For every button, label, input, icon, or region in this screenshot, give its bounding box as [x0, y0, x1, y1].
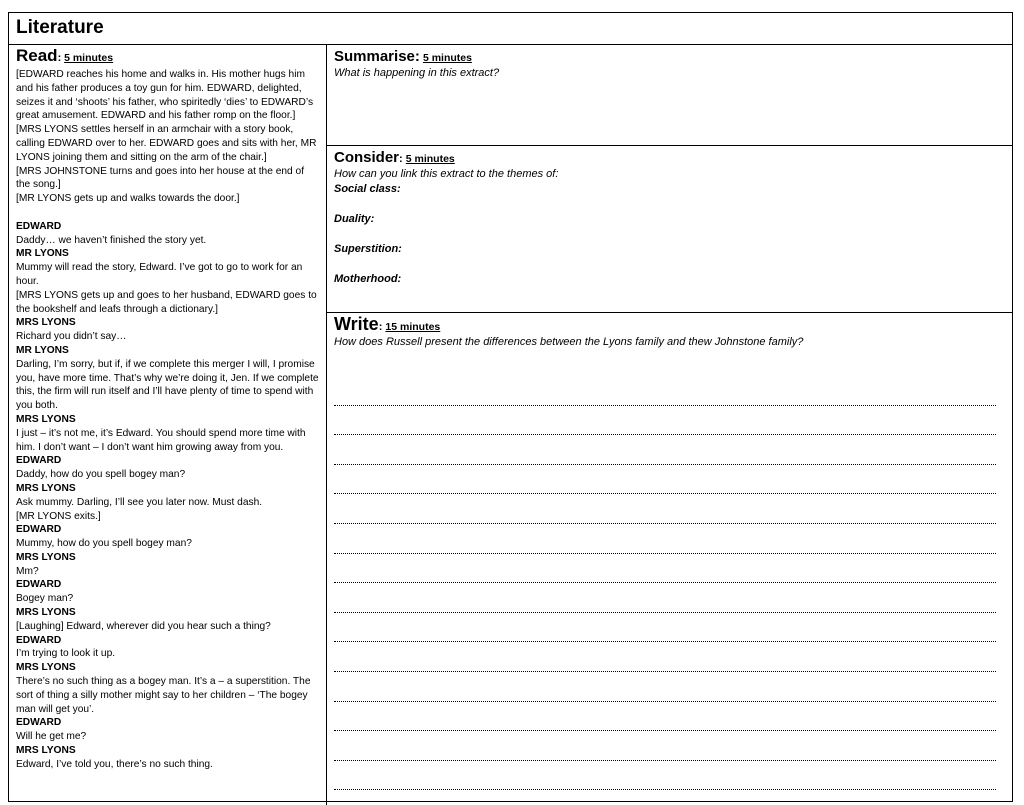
write-minutes: 15 minutes — [385, 321, 441, 333]
speaker-name: MRS LYONS — [16, 413, 76, 425]
extract-line: Daddy… we haven’t finished the story yet. — [16, 234, 207, 246]
extract-line: Richard you didn’t say… — [16, 331, 127, 343]
extract-line: Mm? — [16, 565, 39, 577]
speaker-name: MRS LYONS — [16, 745, 76, 757]
consider-heading: Consider — [334, 149, 400, 166]
speaker-name: EDWARD — [16, 717, 62, 729]
read-section — [16, 46, 319, 772]
extract-line: [MR LYONS gets up and walks towards the door.] — [16, 193, 240, 205]
extract-blank-line — [16, 206, 319, 220]
write-heading: Write — [334, 314, 379, 334]
answer-lines[interactable] — [334, 376, 996, 790]
theme-superstition: Superstition: — [334, 243, 402, 255]
answer-line[interactable] — [334, 702, 996, 732]
speaker-name: MR LYONS — [16, 248, 69, 260]
extract-line: There’s no such thing as a bogey man. It’s a – a superstition. The sort of thing a silly mother might say to her children – ‘The bogey man will get you’. — [16, 676, 311, 715]
extract-line: Mummy, how do you spell bogey man? — [16, 538, 192, 550]
worksheet-title: Literature — [16, 17, 104, 38]
read-colon: : — [57, 52, 62, 64]
extract-line: Edward, I’ve told you, there’s no such thing. — [16, 758, 213, 770]
extract-line: I’m trying to look it up. — [16, 648, 116, 660]
speaker-name: EDWARD — [16, 634, 62, 646]
speaker-name: MRS LYONS — [16, 317, 76, 329]
answer-line[interactable] — [334, 761, 996, 791]
extract-line: Ask mummy. Darling, I’ll see you later now. Must dash. — [16, 496, 263, 508]
extract-line: I just – it’s not me, it’s Edward. You should spend more time with him. I don’t want – I don’t want him growing away from you. — [16, 427, 306, 453]
extract-text — [16, 68, 319, 772]
speaker-name: MRS LYONS — [16, 551, 76, 563]
consider-prompt: How can you link this extract to the themes of: — [334, 168, 559, 180]
write-prompt: How does Russell present the differences between the Lyons family and thew Johnstone family? — [334, 336, 804, 348]
extract-line: [Laughing] Edward, wherever did you hear such a thing? — [16, 620, 271, 632]
answer-line[interactable] — [334, 642, 996, 672]
summarise-heading: Summarise: — [334, 48, 420, 65]
extract-line: Mummy will read the story, Edward. I’ve got to go to work for an hour. — [16, 262, 303, 287]
consider-colon: : — [399, 153, 403, 165]
answer-line[interactable] — [334, 613, 996, 643]
answer-line[interactable] — [334, 672, 996, 702]
consider-section — [327, 146, 1012, 313]
answer-line[interactable] — [334, 465, 996, 495]
extract-line: [EDWARD reaches his home and walks in. His mother hugs him and his father produces a toy gun for him. EDWARD, delighted, seizes it and ‘shoots’ his father, who spiritedly ‘dies’ to EDWARD’s great amusement. EDWARD and his father romp on the floor.] — [16, 69, 314, 122]
extract-line: [MRS LYONS gets up and goes to her husband, EDWARD goes to the bookshelf and leafs through a dictionary.] — [16, 289, 317, 315]
read-header — [16, 46, 319, 68]
extract-line: [MRS JOHNSTONE turns and goes into her house at the end of the song.] — [16, 165, 305, 191]
answer-line[interactable] — [334, 376, 996, 406]
answer-line[interactable] — [334, 583, 996, 613]
answer-line[interactable] — [334, 406, 996, 436]
extract-line: [MRS LYONS settles herself in an armchair with a story book, calling EDWARD over to her. EDWARD goes and sits with her, MR LYONS joining them and sitting on the arm of the chair.] — [16, 124, 317, 163]
extract-line: [MR LYONS exits.] — [16, 510, 101, 522]
answer-line[interactable] — [334, 731, 996, 761]
extract-line: Daddy, how do you spell bogey man? — [16, 469, 186, 481]
speaker-name: MR LYONS — [16, 344, 69, 356]
read-heading: Read — [16, 46, 58, 65]
theme-motherhood: Motherhood: — [334, 273, 402, 285]
answer-line[interactable] — [334, 524, 996, 554]
extract-line: Darling, I’m sorry, but if, if we complete this merger I will, I promise you, have more time. That’s why we’re doing it, Jen. If we complete this, the firm will run itself and I’ll have plenty of time to spend with you both. — [16, 358, 319, 412]
extract-line: Will he get me? — [16, 731, 87, 743]
title-row — [9, 13, 1012, 45]
speaker-name: MRS LYONS — [16, 482, 76, 494]
speaker-name: EDWARD — [16, 524, 62, 536]
speaker-name: EDWARD — [16, 455, 62, 467]
answer-line[interactable] — [334, 435, 996, 465]
consider-minutes: 5 minutes — [405, 153, 455, 165]
theme-duality: Duality: — [334, 213, 375, 225]
answer-line[interactable] — [334, 494, 996, 524]
summarise-section — [327, 45, 1012, 146]
theme-social-class: Social class: — [334, 183, 401, 195]
answer-line[interactable] — [334, 554, 996, 584]
extract-line: Bogey man? — [16, 593, 74, 605]
read-minutes: 5 minutes — [64, 52, 114, 64]
summarise-prompt: What is happening in this extract? — [334, 67, 500, 79]
speaker-name: MRS LYONS — [16, 607, 76, 619]
summarise-minutes: 5 minutes — [422, 52, 472, 64]
speaker-name: EDWARD — [16, 579, 62, 591]
write-section — [327, 313, 1012, 803]
speaker-name: EDWARD — [16, 220, 62, 232]
write-colon: : — [378, 321, 383, 333]
worksheet — [8, 12, 1013, 802]
speaker-name: MRS LYONS — [16, 662, 76, 674]
